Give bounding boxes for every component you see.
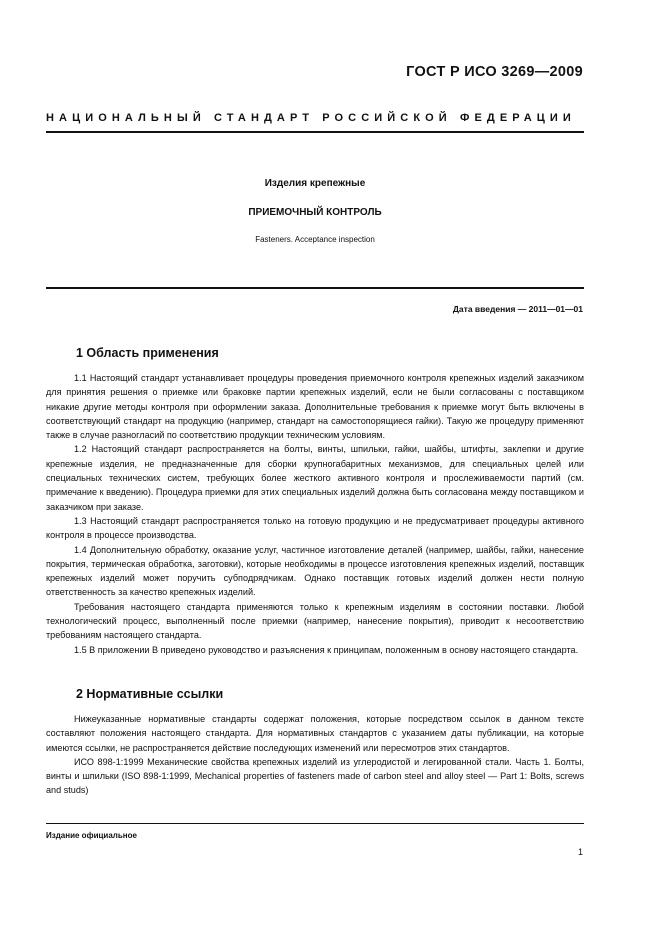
document-subject: Изделия крепежные [264, 178, 366, 189]
section-2-heading: 2 Нормативные ссылки [76, 687, 224, 701]
paragraph-1-2: 1.2 Настоящий стандарт распространяется на болты, винты, шпильки, гайки, шайбы, штифты, заклепки и другие крепежные изделия, не предназначенные для сборки крупногабаритных механизмов, для специальных целей или специальных технических систем, требующих более жесткого активного контроля и прослеживаемости партий (см. примечание к введению). Процедура приемки для этих специальных изделий должна быть согласована между поставщиком и заказчиком при заказе. [46, 444, 584, 512]
document-number: ГОСТ Р ИСО 3269—2009 [406, 64, 583, 80]
paragraph-1-1: 1.1 Настоящий стандарт устанавливает процедуры проведения приемочного контроля крепежных изделий заказчиком для принятия решения о приемке или браковке партии крепежных изделий, если не были согласованы с поставщиком никакие другие методы контроля при оформлении заказа. Дополнительные требования к приемке могут быть включены в соответствующий стандарт на продукцию (например, стандарт на самостопорящиеся гайки). Такую же процедуру применяют также в случае разногласий по соответствию продукции техническим условиям. [46, 373, 584, 441]
paragraph-1-4-requirements: Требования настоящего стандарта применяются только к крепежным изделиям в состоянии поставки. Любой технологический процесс, выполненный после приемки (например, нанесение покрытия), приводит к несоответствию требованиям настоящего стандарта. [46, 601, 584, 641]
paragraph-1-3: 1.3 Настоящий стандарт распространяется только на готовую продукцию и не предусматривает процедуры активного контроля в процессе производства. [46, 515, 584, 541]
document-title: ПРИЕМОЧНЫЙ КОНТРОЛЬ [248, 207, 382, 218]
section-1-heading: 1 Область применения [76, 346, 219, 360]
header-divider [46, 131, 584, 133]
paragraph-2-reference: ИСО 898-1:1999 Механические свойства крепежных изделий из углеродистой и легированной стали. Часть 1. Болты, винты и шпильки (ISO 898-1:1999, Mechanical properties of fasteners made of carbon steel and alloy steel — Part 1: Bolts, screws and studs) [46, 756, 584, 796]
title-divider [46, 287, 584, 289]
edition-label: Издание официальное [46, 831, 137, 840]
section-1-body [46, 371, 584, 657]
paragraph-1-4: 1.4 Дополнительную обработку, оказание услуг, частичное изготовление деталей (например, шайбы, гайки, нанесение покрытия, термическая обработка, заготовки), которые необходимы в процессе изготовления крепежных изделий, поставщик крепежных изделий может поручить субподрядчикам. Однако поставщик готовых изделий должен нести полную ответственность за качество крепежных изделий. [46, 544, 584, 598]
section-2-body [46, 712, 584, 798]
paragraph-1-5: 1.5 В приложении В приведено руководство и разъяснения к принципам, положенным в основу настоящего стандарта. [74, 644, 579, 655]
page-number: 1 [577, 847, 583, 857]
paragraph-2-intro: Нижеуказанные нормативные стандарты содержат положения, которые посредством ссылок в данном тексте составляют положения настоящего стандарта. Для нормативных стандартов с указанием даты публикации, на которые имеются ссылки, не распространяется действие последующих изменений или пересмотров этих стандартов. [46, 714, 584, 753]
footer-divider [46, 823, 584, 824]
national-standard-banner: НАЦИОНАЛЬНЫЙ СТАНДАРТ РОССИЙСКОЙ ФЕДЕРАЦИИ [46, 112, 576, 124]
document-title-english: Fasteners. Acceptance inspection [255, 235, 375, 244]
introduction-date: Дата введения — 2011—01—01 [452, 304, 583, 314]
